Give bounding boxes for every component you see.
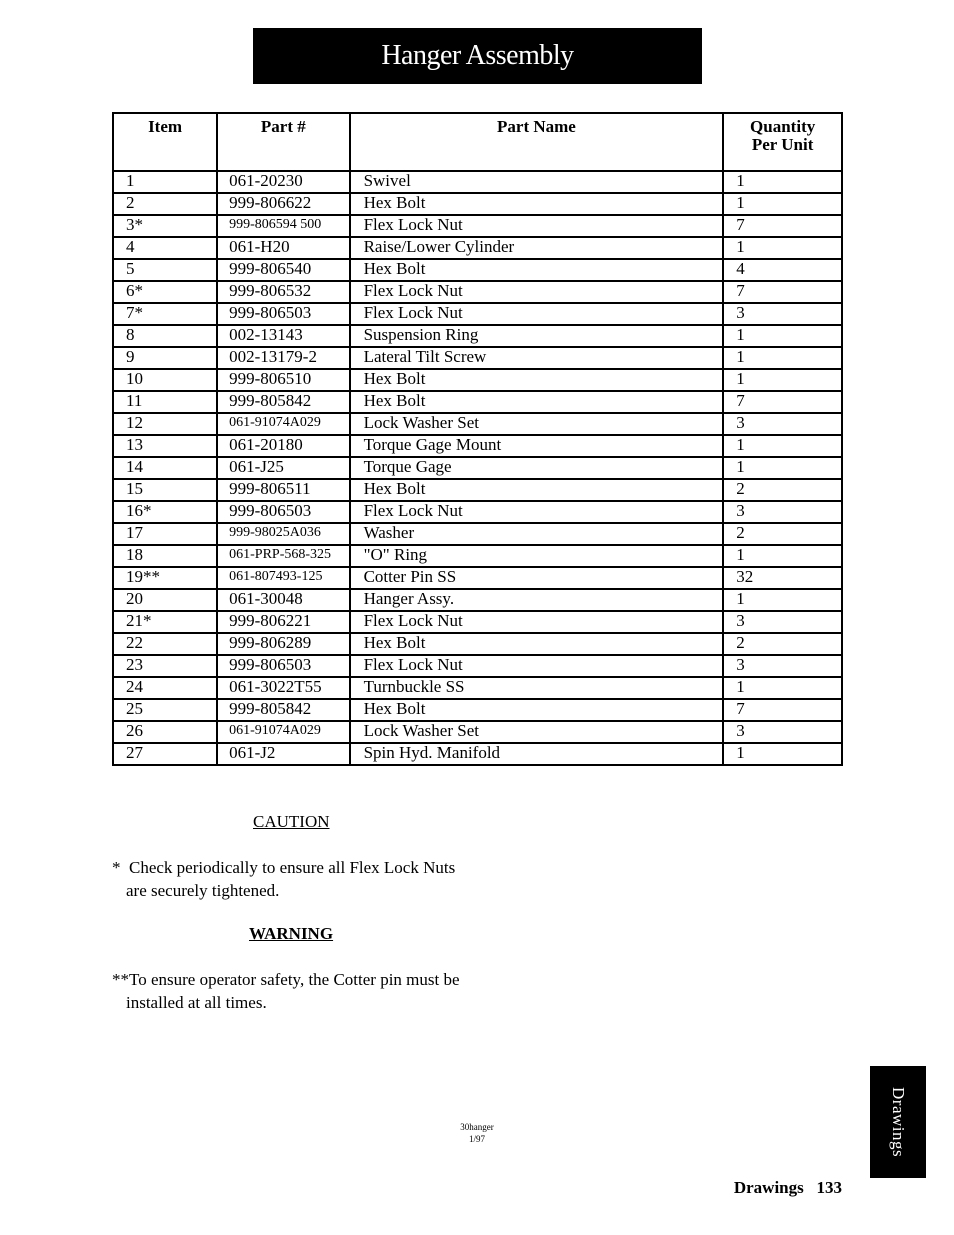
quantity-cell: 7 xyxy=(723,215,842,237)
table-row xyxy=(113,501,842,523)
item-cell: 19** xyxy=(113,567,217,589)
item-cell: 8 xyxy=(113,325,217,347)
item-cell: 21* xyxy=(113,611,217,633)
part-number-cell: 999-806622 xyxy=(217,193,349,215)
table-row xyxy=(113,171,842,193)
part-name-cell: Flex Lock Nut xyxy=(350,215,724,237)
part-number-cell: 999-806594 500 xyxy=(217,215,349,237)
caution-heading: CAUTION xyxy=(253,812,330,831)
item-cell: 25 xyxy=(113,699,217,721)
quantity-cell: 7 xyxy=(723,281,842,303)
part-number-cell: 999-806503 xyxy=(217,501,349,523)
header-quantity xyxy=(723,113,842,171)
part-number-cell: 061-3022T55 xyxy=(217,677,349,699)
table-row xyxy=(113,413,842,435)
item-cell: 1 xyxy=(113,171,217,193)
part-name-cell: Flex Lock Nut xyxy=(350,303,724,325)
part-name-cell: Hanger Assy. xyxy=(350,589,724,611)
quantity-cell: 3 xyxy=(723,413,842,435)
quantity-cell: 1 xyxy=(723,743,842,765)
part-name-cell: Swivel xyxy=(350,171,724,193)
quantity-cell: 1 xyxy=(723,677,842,699)
part-number-cell: 999-806503 xyxy=(217,303,349,325)
item-cell: 13 xyxy=(113,435,217,457)
part-name-cell: Washer xyxy=(350,523,724,545)
quantity-cell: 3 xyxy=(723,501,842,523)
part-name-cell: Hex Bolt xyxy=(350,699,724,721)
quantity-cell: 1 xyxy=(723,347,842,369)
warning-line-1: **To ensure operator safety, the Cotter pin must be xyxy=(112,970,460,989)
table-row xyxy=(113,545,842,567)
drawing-stamp xyxy=(437,1121,517,1145)
table-row xyxy=(113,479,842,501)
header-part-name: Part Name xyxy=(350,113,724,171)
caution-line-1: * Check periodically to ensure all Flex Lock Nuts xyxy=(112,858,456,877)
table-row xyxy=(113,743,842,765)
table-row xyxy=(113,589,842,611)
item-cell: 20 xyxy=(113,589,217,611)
item-cell: 18 xyxy=(113,545,217,567)
part-number-cell: 061-J2 xyxy=(217,743,349,765)
table-row xyxy=(113,611,842,633)
part-name-cell: Hex Bolt xyxy=(350,479,724,501)
part-number-cell: 061-20230 xyxy=(217,171,349,193)
item-cell: 24 xyxy=(113,677,217,699)
warning-note xyxy=(112,968,460,1014)
quantity-cell: 32 xyxy=(723,567,842,589)
table-row xyxy=(113,699,842,721)
section-tab xyxy=(870,1066,926,1178)
quantity-cell: 1 xyxy=(723,369,842,391)
part-name-cell: Raise/Lower Cylinder xyxy=(350,237,724,259)
table-header-row xyxy=(113,113,842,171)
table-row xyxy=(113,633,842,655)
quantity-cell: 2 xyxy=(723,479,842,501)
part-name-cell: Lock Washer Set xyxy=(350,413,724,435)
part-number-cell: 999-98025A036 xyxy=(217,523,349,545)
part-name-cell: Flex Lock Nut xyxy=(350,501,724,523)
quantity-cell: 1 xyxy=(723,237,842,259)
part-number-cell: 999-806503 xyxy=(217,655,349,677)
item-cell: 10 xyxy=(113,369,217,391)
part-name-cell: Flex Lock Nut xyxy=(350,281,724,303)
part-name-cell: Torque Gage Mount xyxy=(350,435,724,457)
part-name-cell: Hex Bolt xyxy=(350,193,724,215)
quantity-cell: 1 xyxy=(723,171,842,193)
quantity-cell: 1 xyxy=(723,589,842,611)
caution-note xyxy=(112,856,455,902)
part-number-cell: 999-805842 xyxy=(217,699,349,721)
table-row xyxy=(113,303,842,325)
header-part-number: Part # xyxy=(217,113,349,171)
item-cell: 9 xyxy=(113,347,217,369)
item-cell: 7* xyxy=(113,303,217,325)
quantity-cell: 3 xyxy=(723,303,842,325)
quantity-cell: 1 xyxy=(723,457,842,479)
table-row xyxy=(113,721,842,743)
part-number-cell: 999-806221 xyxy=(217,611,349,633)
part-name-cell: Hex Bolt xyxy=(350,259,724,281)
quantity-cell: 3 xyxy=(723,721,842,743)
parts-table-body xyxy=(113,171,842,765)
part-name-cell: Lateral Tilt Screw xyxy=(350,347,724,369)
table-row xyxy=(113,347,842,369)
item-cell: 6* xyxy=(113,281,217,303)
part-number-cell: 999-805842 xyxy=(217,391,349,413)
item-cell: 2 xyxy=(113,193,217,215)
page-number: 133 xyxy=(816,1178,842,1197)
part-name-cell: Flex Lock Nut xyxy=(350,611,724,633)
table-row xyxy=(113,435,842,457)
part-number-cell: 061-807493-125 xyxy=(217,567,349,589)
quantity-cell: 3 xyxy=(723,655,842,677)
section-tab-label: Drawings xyxy=(889,1086,908,1158)
page-footer xyxy=(720,1178,842,1198)
item-cell: 17 xyxy=(113,523,217,545)
table-row xyxy=(113,655,842,677)
table-row xyxy=(113,281,842,303)
table-row xyxy=(113,523,842,545)
quantity-cell: 1 xyxy=(723,193,842,215)
quantity-cell: 2 xyxy=(723,523,842,545)
warning-heading: WARNING xyxy=(249,924,334,943)
part-number-cell: 061-91074A029 xyxy=(217,721,349,743)
quantity-cell: 2 xyxy=(723,633,842,655)
table-row xyxy=(113,677,842,699)
quantity-cell: 7 xyxy=(723,699,842,721)
header-quantity-line1: Quantity xyxy=(750,117,816,136)
part-number-cell: 061-30048 xyxy=(217,589,349,611)
item-cell: 3* xyxy=(113,215,217,237)
part-number-cell: 999-806540 xyxy=(217,259,349,281)
item-cell: 23 xyxy=(113,655,217,677)
quantity-cell: 3 xyxy=(723,611,842,633)
part-number-cell: 002-13179-2 xyxy=(217,347,349,369)
table-row xyxy=(113,237,842,259)
part-number-cell: 061-20180 xyxy=(217,435,349,457)
part-number-cell: 999-806532 xyxy=(217,281,349,303)
drawing-stamp-name: 30hanger xyxy=(460,1122,494,1132)
header-item: Item xyxy=(113,113,217,171)
table-row xyxy=(113,567,842,589)
part-name-cell: Lock Washer Set xyxy=(350,721,724,743)
quantity-cell: 4 xyxy=(723,259,842,281)
part-name-cell: "O" Ring xyxy=(350,545,724,567)
caution-line-2: are securely tightened. xyxy=(126,881,280,900)
item-cell: 11 xyxy=(113,391,217,413)
table-row xyxy=(113,325,842,347)
page-title-text: Hanger Assembly xyxy=(381,40,574,71)
part-name-cell: Torque Gage xyxy=(350,457,724,479)
table-row xyxy=(113,259,842,281)
footer-section: Drawings xyxy=(733,1178,804,1197)
part-name-cell: Turnbuckle SS xyxy=(350,677,724,699)
item-cell: 26 xyxy=(113,721,217,743)
table-row xyxy=(113,193,842,215)
drawing-stamp-date: 1/97 xyxy=(468,1134,485,1144)
item-cell: 5 xyxy=(113,259,217,281)
item-cell: 12 xyxy=(113,413,217,435)
parts-table xyxy=(112,112,843,766)
part-name-cell: Flex Lock Nut xyxy=(350,655,724,677)
quantity-cell: 7 xyxy=(723,391,842,413)
item-cell: 27 xyxy=(113,743,217,765)
part-name-cell: Hex Bolt xyxy=(350,391,724,413)
table-row xyxy=(113,391,842,413)
part-name-cell: Spin Hyd. Manifold xyxy=(350,743,724,765)
item-cell: 22 xyxy=(113,633,217,655)
quantity-cell: 1 xyxy=(723,545,842,567)
quantity-cell: 1 xyxy=(723,325,842,347)
part-number-cell: 061-91074A029 xyxy=(217,413,349,435)
page-title xyxy=(253,28,702,84)
part-name-cell: Hex Bolt xyxy=(350,633,724,655)
part-number-cell: 061-J25 xyxy=(217,457,349,479)
item-cell: 4 xyxy=(113,237,217,259)
quantity-cell: 1 xyxy=(723,435,842,457)
part-number-cell: 061-PRP-568-325 xyxy=(217,545,349,567)
table-row xyxy=(113,215,842,237)
part-number-cell: 999-806510 xyxy=(217,369,349,391)
table-row xyxy=(113,369,842,391)
part-number-cell: 002-13143 xyxy=(217,325,349,347)
part-number-cell: 061-H20 xyxy=(217,237,349,259)
part-number-cell: 999-806511 xyxy=(217,479,349,501)
item-cell: 15 xyxy=(113,479,217,501)
part-number-cell: 999-806289 xyxy=(217,633,349,655)
warning-line-2: installed at all times. xyxy=(126,993,267,1012)
item-cell: 14 xyxy=(113,457,217,479)
part-name-cell: Suspension Ring xyxy=(350,325,724,347)
part-name-cell: Hex Bolt xyxy=(350,369,724,391)
item-cell: 16* xyxy=(113,501,217,523)
header-quantity-line2: Per Unit xyxy=(751,135,814,154)
table-row xyxy=(113,457,842,479)
part-name-cell: Cotter Pin SS xyxy=(350,567,724,589)
